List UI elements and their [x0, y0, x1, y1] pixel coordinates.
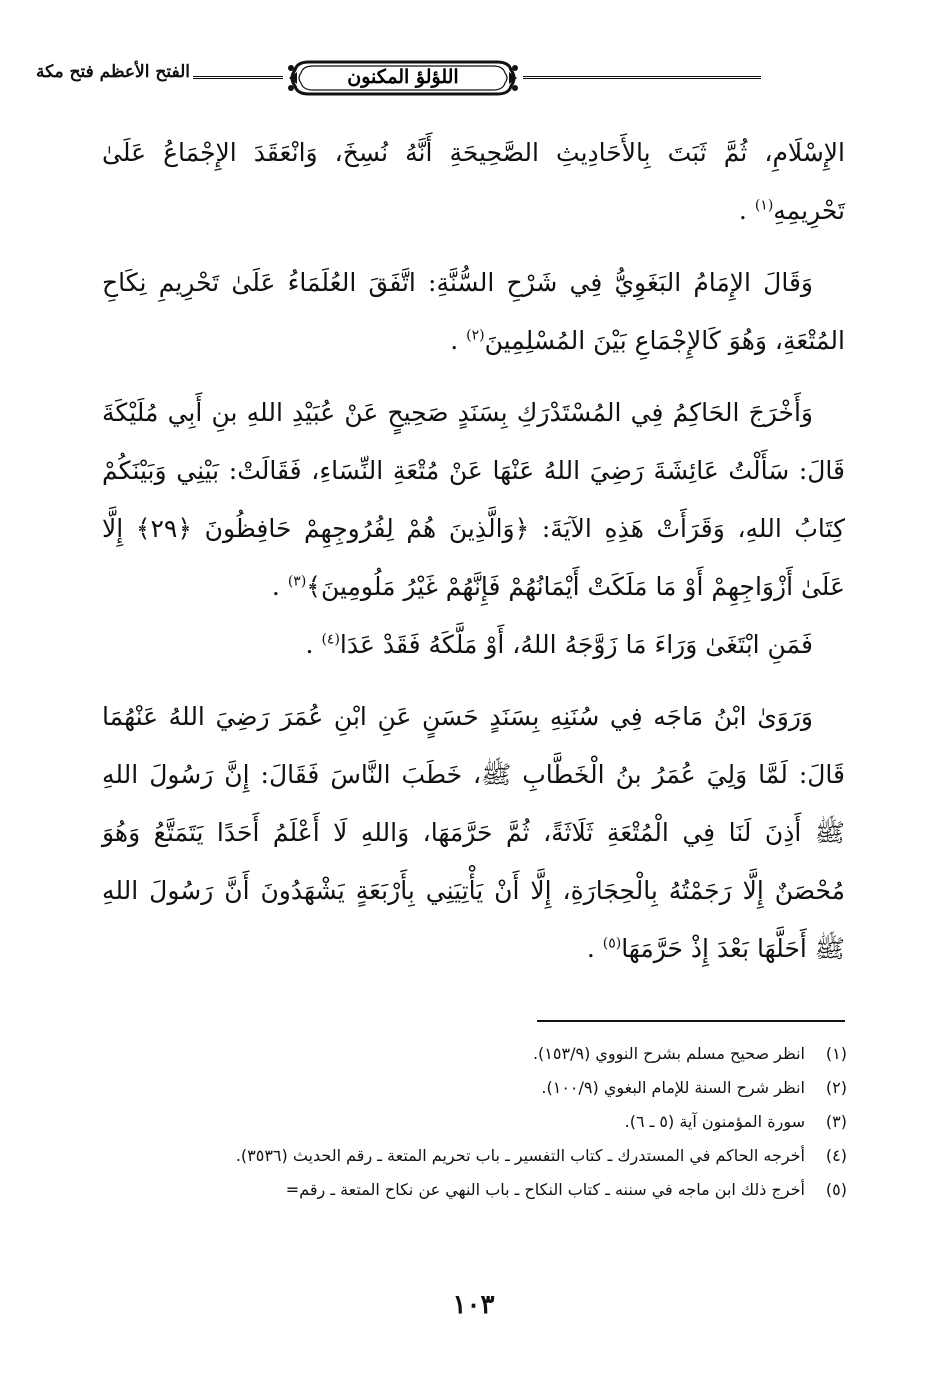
footnote-number: (٢) [825, 1078, 847, 1097]
footnote-ref: (٤) [321, 631, 340, 648]
footnote-number: (٤) [825, 1146, 847, 1165]
footnote-text: أخرج ذلك ابن ماجه في سننه ـ كتاب النكاح ـ باب النهي عن نكاح المتعة ـ رقم= [285, 1180, 805, 1199]
footnote [102, 1074, 847, 1108]
paragraph: وَرَوَىٰ ابْنُ مَاجَه فِي سُنَنِهِ بِسَنَدٍ حَسَنٍ عَنِ ابْنِ عُمَرَ رَضِيَ اللهُ عَنْهُمَا قَالَ: لَمَّا وَلِيَ عُمَرُ بنُ الْخَطَّابِ ﷺ، خَطَبَ النَّاسَ فَقَالَ: إِنَّ رَسُولَ اللهِ ﷺ أَذِنَ لَنَا فِي الْمُتْعَةِ ثَلَاثَةً، ثُمَّ حَرَّمَهَا، وَاللهِ لَا أَعْلَمُ أَحَدًا يَتَمَتَّعُ وَهُوَ مُحْصَنٌ إِلَّا رَجَمْتُهُ بِالْحِجَارَةِ، إِلَّا أَنْ يَأْتِيَنِي بِأَرْبَعَةٍ يَشْهَدُونَ أَنَّ رَسُولَ اللهِ ﷺ أَحَلَّهَا بَعْدَ إِذْ حَرَّمَهَا$^{(٥)}$ . [102, 702, 845, 963]
paragraph: وَأَخْرَجَ الحَاكِمُ فِي المُسْتَدْرَكِ بِسَنَدٍ صَحِيحٍ عَنْ عُبَيْدِ اللهِ بنِ أَبِي مُلَيْكَةَ قَالَ: سَأَلْتُ عَائِشَةَ رَضِيَ اللهُ عَنْهَا عَنْ مُتْعَةِ النِّسَاءِ، فَقَالَتْ: بَيْنِي وَبَيْنَكُمْ كِتَابُ اللهِ، وَقَرَأَتْ هَذِهِ الآيَةَ: ﴿وَالَّذِينَ هُمْ لِفُرُوجِهِمْ حَافِظُونَ ﴿٢٩﴾ إِلَّا عَلَىٰ أَزْوَاجِهِمْ أَوْ مَا مَلَكَتْ أَيْمَانُهُمْ فَإِنَّهُمْ غَيْرُ مَلُومِينَ﴾$^{(٣)}$ . [102, 398, 845, 601]
book-title: الفتح الأعظم فتح مكة [35, 62, 190, 82]
footnote [102, 1176, 847, 1210]
footnote-text: انظر صحيح مسلم بشرح النووي (١٥٣/٩). [532, 1044, 805, 1063]
footnote-number: (٥) [825, 1180, 847, 1199]
series-title-frame [287, 56, 519, 100]
footnote-number: (٣) [825, 1112, 847, 1131]
footnote-ref: (٥) [602, 935, 622, 952]
footnote-text: أخرجه الحاكم في المستدرك ـ كتاب التفسير ـ باب تحريم المتعة ـ رقم الحديث (٣٥٣٦). [235, 1146, 805, 1165]
footnote-number: (١) [825, 1044, 847, 1063]
footnote [102, 1108, 847, 1142]
footnote [102, 1040, 847, 1074]
footnote-ref: (٢) [466, 327, 485, 344]
footnote-text: سورة المؤمنون آية (٥ ـ ٦). [624, 1112, 805, 1131]
paragraph: وَقَالَ الإِمَامُ البَغَوِيُّ فِي شَرْحِ السُّنَّةِ: اتَّفَقَ العُلَمَاءُ عَلَىٰ تَحْرِيمِ نِكَاحِ المُتْعَةِ، وَهُوَ كَالإِجْمَاعِ بَيْنَ المُسْلِمِينَ$^{(٢)}$ . [102, 268, 845, 355]
footnote [102, 1142, 847, 1176]
footnote-ref: (٣) [287, 573, 307, 590]
paragraph: الإِسْلَامِ، ثُمَّ ثَبَتَ بِالأَحَادِيثِ الصَّحِيحَةِ أَنَّهُ نُسِخَ، وَانْعَقَدَ الإِجْمَاعُ عَلَىٰ تَحْرِيمِهِ$^{(١)}$ . [102, 138, 845, 225]
footnote-separator [537, 1020, 845, 1022]
header-rule-left [193, 76, 283, 79]
paragraph: فَمَنِ ابْتَغَىٰ وَرَاءَ مَا زَوَّجَهُ اللهُ، أَوْ مَلَّكَهُ فَقَدْ عَدَا$^{(٤)}$ . [305, 630, 813, 659]
header-rule-right [523, 76, 761, 79]
page-number: ١٠٣ [452, 1290, 495, 1320]
series-title: اللؤلؤ المكنون [347, 66, 459, 88]
main-text [102, 124, 845, 978]
footnote-text: انظر شرح السنة للإمام البغوي (١٠٠/٩). [541, 1078, 805, 1097]
footnotes [102, 1040, 847, 1210]
running-header [35, 52, 858, 116]
footnote-ref: (١) [754, 197, 774, 214]
